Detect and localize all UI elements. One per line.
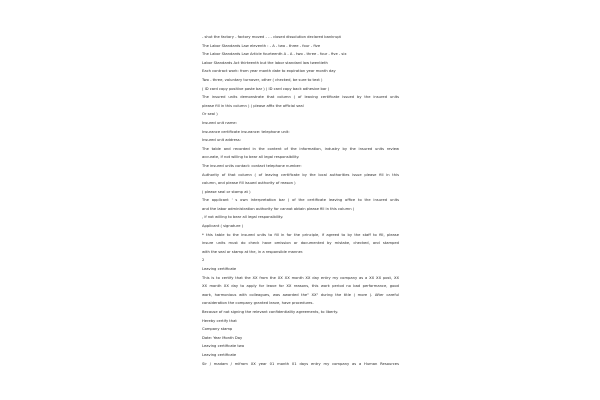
document-body [202,33,399,368]
document-line: - shut the factory - factory moved - - - closed dissolution declared bankrupt [202,35,341,39]
document-line: Hereby certify that [202,318,237,323]
document-line: Company stamp [202,327,233,332]
document-line: Because of not signing the relevant confidentiality agreements, to liberty. [202,310,339,314]
document-line: 2 [202,258,205,263]
document-line: Sir / madam / mifrom XX year 01 month 01 days entry my company as a Human Resources [202,361,399,366]
document-line: Leaving certificate two [202,344,245,349]
document-line: Insurance certificate insurance: telephone unit: [202,129,290,134]
document-line: The Labor Standards Law Article fourteenth A - A - two - three - four - five - six [202,52,347,57]
document-line: Two - three, voluntary turnover, other ( checked, be sure to text ) [202,77,323,82]
document-line: please fill in this column ) ( please affix the official seal [202,103,304,108]
document-line: insure units must do check have omission or documented by mistake, checked, and stamped [202,241,399,246]
document-line: Leaving certificate [202,352,237,357]
document-line: The insured units contact: contact telephone number: [202,163,302,168]
document-line: column, and please fill issued authority of reason ) [202,181,296,186]
document-line: accurate, if not willing to bear all legal responsibility. [202,155,300,160]
document-line: Labor Standards Act thirteenth but the labor standard law twentieth [202,60,328,65]
document-line: Each contract work: from year month date to expiration year month day [202,69,336,74]
document-line: The table and recorded in the content of the information, industry by the insured units review [202,146,399,151]
document-line: , if not willing to bear all legal responsibility. [202,215,284,220]
document-line: Authority of that column ( of leaving certificate by the local authorities issue please fill in this [202,172,399,177]
document-line: The Labor Standards Law eleventh : - A - two - three - four - five [202,43,321,48]
document-line: Leaving certificate [202,267,237,272]
document-line: with the seal or stamp at the, in a responsible manner. [202,249,304,254]
document-line: * this table to the insured units to fill in for the principle, if agreed to by the staff to fill, please [202,232,399,237]
document-line: This is to certify that the XX from the XX XX month XX day entry my company as a XX XX post, XX [202,275,399,280]
document-line: Insured unit name: [202,120,237,125]
document-line: Or seal ) [202,112,218,117]
document-line: Insured unit address: [202,138,241,143]
document-line: ( please seal or stamp at ) [202,189,251,194]
document-line: Date: Year Month Day [202,335,243,340]
document-line: XX month XX day to apply for leave for XX reasons, this work period no bad performance, good [202,284,399,289]
document-line: Applicant ( signature ) [202,224,244,229]
document-line: consideration the company granted leave, have procedures. [202,301,314,306]
document-line: The insured units demonstrate that column ( of leaving certificate issued by the insured units [202,95,399,100]
document-line: and the labor administration authority for cannot obtain please fill in this column ) [202,206,355,211]
document-line: ( ID card copy positive paste bar ) ( ID card copy back adhesive bar ) [202,86,330,91]
document-line: work, harmonious with colleagues, was awarded the" XX" during the title ( more ). After careful [202,292,399,297]
document-line: The applicant ' s own interpretation bar ( of the certificate leaving office to the insured units [202,198,399,203]
